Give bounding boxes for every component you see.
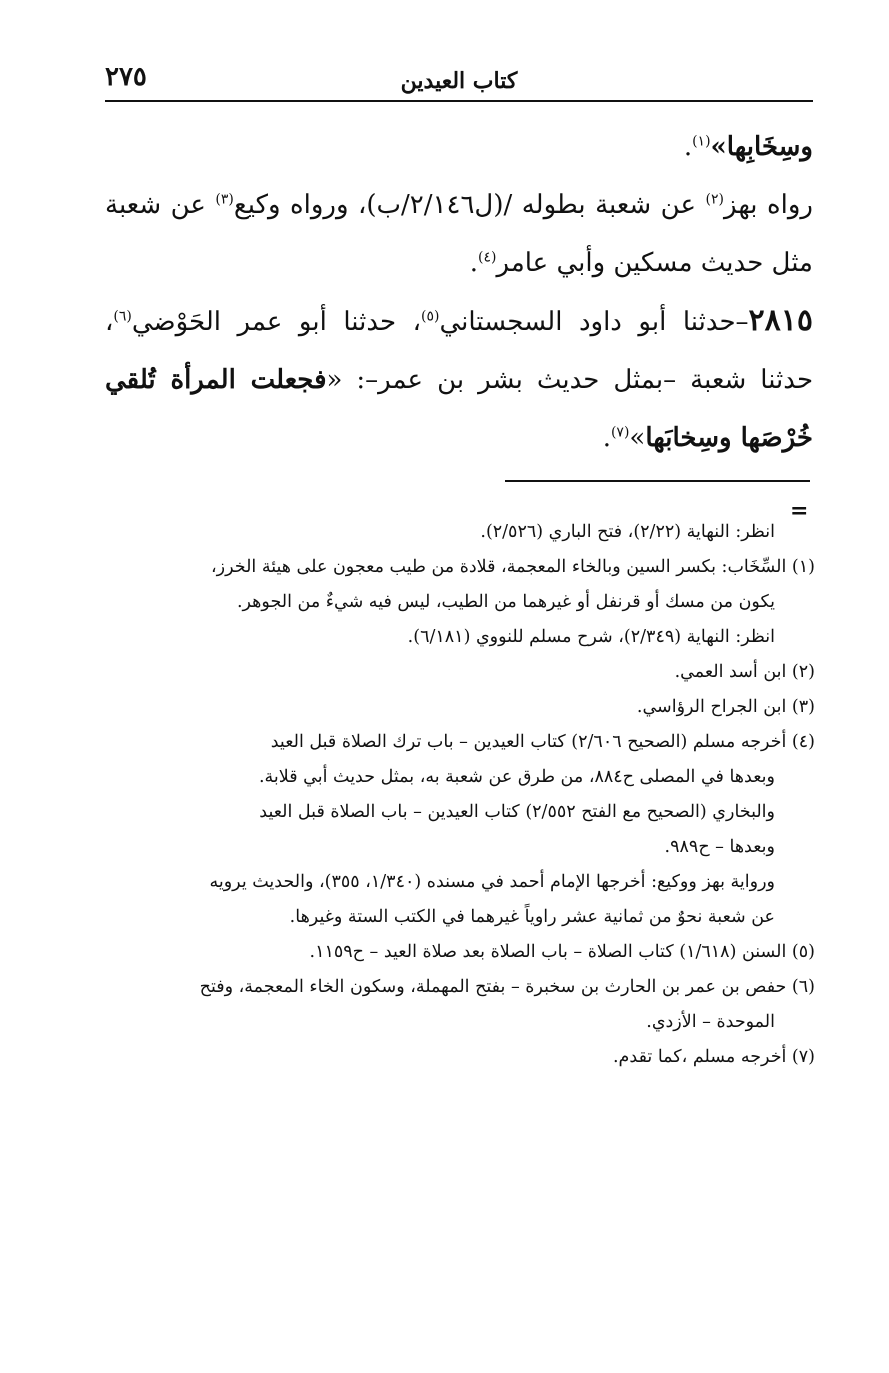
footnote-6-cont: الموحدة – الأزدي. <box>646 1012 775 1032</box>
footnote-ref-3: (٣) <box>215 191 234 208</box>
period: . <box>683 132 693 162</box>
period: . <box>469 248 478 278</box>
continuation-mark: = <box>790 498 809 524</box>
footnote-6: (٦) حفص بن عمر بن الحارث بن سخبرة – بفتح المهملة، وسكون الخاء المعجمة، وفتح <box>199 977 815 997</box>
hadith-quote: فجعلت المرأة تُلقي خُرْصَها وسِخابَها <box>105 365 813 453</box>
isnad-text-b: ، حدثنا أبو عمر الحَوْضي <box>131 307 421 337</box>
footnote-2: (٢) ابن أسد العمي. <box>674 662 815 682</box>
footnote-3: (٣) ابن الجراح الرؤاسي. <box>636 697 815 717</box>
narration-text-b: عن شعبة بطوله /(ل٢/١٤٦/ب)، ورواه وكيع <box>233 190 706 220</box>
page-number: ٢٧٥ <box>105 62 147 92</box>
main-paragraph-2 <box>105 292 813 467</box>
hadith-number: ٢٨١٥ <box>748 303 813 338</box>
main-text <box>105 118 813 467</box>
footnote-4-cont-2: والبخاري (الصحيح مع الفتح ٢/٥٥٢) كتاب العيدين – باب الصلاة قبل العيد <box>259 802 775 822</box>
footnote-4-cont-3: وبعدها – ح٩٨٩. <box>664 837 775 857</box>
footnote-7: (٧) أخرجه مسلم ،كما تقدم. <box>612 1047 815 1067</box>
footnote-1: (١) السِّخَاب: بكسر السين وبالخاء المعجمة، قلادة من طيب معجون على هيئة الخرز، <box>211 557 815 577</box>
quote-close: » <box>629 423 646 453</box>
hadith-text-end: وسِخَابِها» <box>710 132 813 162</box>
page-header <box>105 62 813 102</box>
main-paragraph-1 <box>105 176 813 292</box>
footnote-4-cont-1: وبعدها في المصلى ح٨٨٤، من طرق عن شعبة به، بمثل حديث أبي قلابة. <box>258 767 775 787</box>
footnote-1-ref: انظر: النهاية (٢/٣٤٩)، شرح مسلم للنووي (٦/١٨١). <box>407 627 775 647</box>
footnotes <box>95 515 815 1075</box>
book-title: كتاب العيدين <box>400 68 518 94</box>
footnote-ref-2: (٢) <box>705 191 724 208</box>
footnote-ref-4: (٤) <box>478 249 497 266</box>
footnote-carry-over: انظر: النهاية (٢/٢٢)، فتح الباري (٢/٥٢٦). <box>480 522 775 542</box>
footnote-4-cont-4: ورواية بهز ووكيع: أخرجها الإمام أحمد في مسنده (١/٣٤٠، ٣٥٥)، والحديث يرويه <box>209 872 775 892</box>
footnote-ref-7: (٧) <box>610 424 630 441</box>
footnote-ref-5: (٥) <box>420 308 440 325</box>
footnote-1-cont: يكون من مسك أو قرنفل أو غيرهما من الطيب، ليس فيه شيءٌ من الجوهر. <box>236 592 775 612</box>
footnote-ref-6: (٦) <box>113 308 132 325</box>
footnote-4-cont-5: عن شعبة نحوٌ من ثمانية عشر راوياً غيرهما في الكتب الستة وغيرها. <box>289 907 775 927</box>
footnote-separator <box>505 480 810 482</box>
main-line-1 <box>105 118 813 176</box>
isnad-text-a: –حدثنا أبو داود السجستاني <box>439 307 749 337</box>
header-rule <box>105 100 813 102</box>
narration-text-a: رواه بهز <box>723 190 813 220</box>
footnote-ref-1: (١) <box>692 133 711 150</box>
footnote-4: (٤) أخرجه مسلم (الصحيح ٢/٦٠٦) كتاب العيدين – باب ترك الصلاة قبل العيد <box>270 732 815 752</box>
footnote-5: (٥) السنن (١/٦١٨) كتاب الصلاة – باب الصلاة بعد صلاة العيد – ح١١٥٩. <box>309 942 815 962</box>
period: . <box>602 423 611 453</box>
isnad-text-c: ، حدثنا شعبة –بمثل حديث بشر بن عمر–: « <box>105 307 814 395</box>
narration-text-c: عن شعبة مثل حديث مسكين وأبي عامر <box>105 190 813 278</box>
